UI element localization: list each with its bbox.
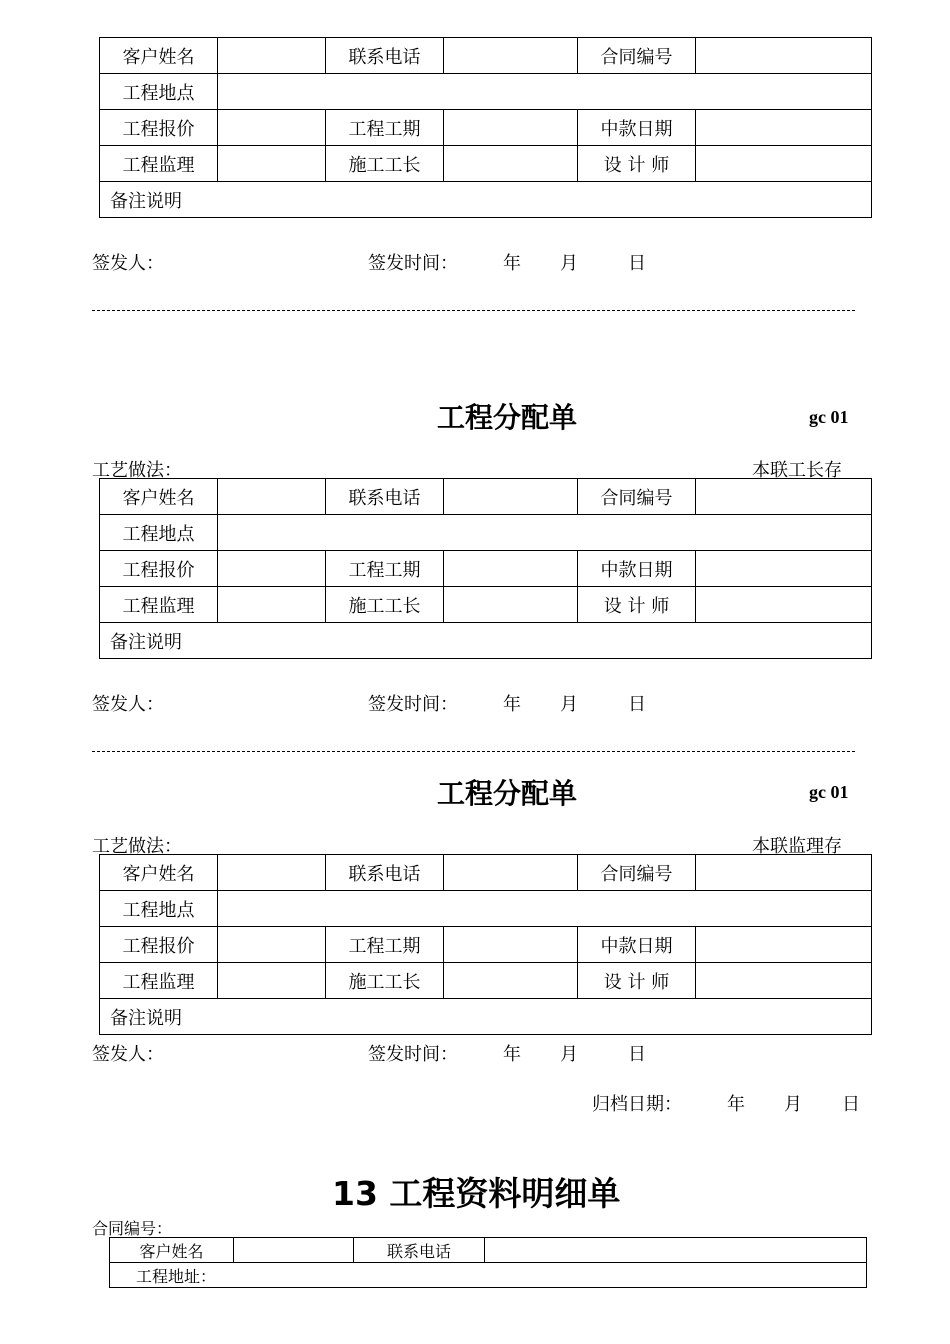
details-contract-no-label: 合同编号：	[92, 1219, 173, 1238]
site-address-label: 工程地点	[100, 515, 218, 551]
contract-no-label: 合同编号	[578, 479, 696, 515]
supervisor-field[interactable]	[218, 963, 326, 999]
site-address-label: 工程地点	[100, 891, 218, 927]
archive-month-label: 月	[784, 1094, 802, 1115]
customer-name-field[interactable]	[218, 855, 326, 891]
foreman-field[interactable]	[444, 963, 578, 999]
contact-phone-field[interactable]	[444, 855, 578, 891]
duration-label: 工程工期	[326, 551, 444, 587]
contract-no-field[interactable]	[696, 855, 872, 891]
mid-payment-date-label: 中款日期	[578, 551, 696, 587]
issue-day-label: 日	[628, 253, 646, 274]
foreman-label: 施工工长	[326, 963, 444, 999]
contact-phone-field[interactable]	[444, 38, 578, 74]
contact-phone-label: 联系电话	[326, 479, 444, 515]
customer-name-label: 客户姓名	[100, 479, 218, 515]
foreman-label: 施工工长	[326, 146, 444, 182]
customer-name-label: 客户姓名	[100, 855, 218, 891]
supervisor-copy-label: 本联监理存	[752, 836, 842, 857]
foreman-field[interactable]	[444, 587, 578, 623]
site-address-field[interactable]	[218, 74, 872, 110]
sheet-title: 工程分配单	[437, 401, 578, 434]
issuer-label: 签发人：	[92, 694, 164, 715]
contact-phone-label: 联系电话	[326, 855, 444, 891]
designer-label: 设 计 师	[578, 963, 696, 999]
duration-label: 工程工期	[326, 927, 444, 963]
site-address-field[interactable]	[218, 891, 872, 927]
details-customer-name-label: 客户姓名	[110, 1238, 234, 1263]
issue-month-label: 月	[560, 253, 578, 274]
supervisor-label: 工程监理	[100, 963, 218, 999]
details-contact-phone-field[interactable]	[485, 1238, 867, 1263]
supervisor-field[interactable]	[218, 146, 326, 182]
craft-label: 工艺做法：	[92, 460, 182, 481]
contract-no-field[interactable]	[696, 479, 872, 515]
foreman-field[interactable]	[444, 146, 578, 182]
issue-month-label: 月	[560, 1044, 578, 1065]
quote-label: 工程报价	[100, 927, 218, 963]
designer-label: 设 计 师	[578, 587, 696, 623]
contact-phone-label: 联系电话	[326, 38, 444, 74]
details-form	[109, 1237, 867, 1288]
foreman-label: 施工工长	[326, 587, 444, 623]
supervisor-label: 工程监理	[100, 146, 218, 182]
quote-label: 工程报价	[100, 110, 218, 146]
archive-date-label: 归档日期：	[592, 1094, 682, 1115]
contract-no-label: 合同编号	[578, 855, 696, 891]
mid-payment-date-label: 中款日期	[578, 927, 696, 963]
mid-payment-date-label: 中款日期	[578, 110, 696, 146]
supervisor-field[interactable]	[218, 587, 326, 623]
quote-field[interactable]	[218, 927, 326, 963]
issue-year-label: 年	[503, 253, 521, 274]
mid-payment-date-field[interactable]	[696, 110, 872, 146]
cut-line	[92, 310, 855, 311]
assignment-form-3	[99, 854, 872, 1035]
customer-name-label: 客户姓名	[100, 38, 218, 74]
issue-day-label: 日	[628, 1044, 646, 1065]
sheet-code: gc 01	[809, 782, 849, 802]
duration-field[interactable]	[444, 110, 578, 146]
designer-field[interactable]	[696, 963, 872, 999]
details-title: 13 工程资料明细单	[332, 1174, 621, 1213]
cut-line	[92, 751, 855, 752]
craft-label: 工艺做法：	[92, 836, 182, 857]
duration-field[interactable]	[444, 551, 578, 587]
issuer-label: 签发人：	[92, 253, 164, 274]
quote-field[interactable]	[218, 551, 326, 587]
contract-no-label: 合同编号	[578, 38, 696, 74]
issue-year-label: 年	[503, 694, 521, 715]
issuer-label: 签发人：	[92, 1044, 164, 1065]
assignment-form-2	[99, 478, 872, 659]
remarks-label: 备注说明	[100, 999, 872, 1035]
foreman-copy-label: 本联工长存	[752, 460, 842, 481]
remarks-label: 备注说明	[100, 623, 872, 659]
issue-time-label: 签发时间：	[368, 694, 458, 715]
sheet-title: 工程分配单	[437, 777, 578, 810]
site-address-label: 工程地点	[100, 74, 218, 110]
contract-no-field[interactable]	[696, 38, 872, 74]
sheet-code: gc 01	[809, 407, 849, 427]
issue-day-label: 日	[628, 694, 646, 715]
issue-month-label: 月	[560, 694, 578, 715]
site-address-field[interactable]	[218, 515, 872, 551]
contact-phone-field[interactable]	[444, 479, 578, 515]
details-site-address-label: 工程地址：	[110, 1263, 867, 1288]
designer-field[interactable]	[696, 146, 872, 182]
archive-day-label: 日	[842, 1094, 860, 1115]
duration-label: 工程工期	[326, 110, 444, 146]
supervisor-label: 工程监理	[100, 587, 218, 623]
issue-time-label: 签发时间：	[368, 253, 458, 274]
customer-name-field[interactable]	[218, 38, 326, 74]
issue-year-label: 年	[503, 1044, 521, 1065]
designer-field[interactable]	[696, 587, 872, 623]
quote-label: 工程报价	[100, 551, 218, 587]
assignment-form-1	[99, 37, 872, 218]
issue-time-label: 签发时间：	[368, 1044, 458, 1065]
duration-field[interactable]	[444, 927, 578, 963]
quote-field[interactable]	[218, 110, 326, 146]
mid-payment-date-field[interactable]	[696, 927, 872, 963]
customer-name-field[interactable]	[218, 479, 326, 515]
details-contact-phone-label: 联系电话	[354, 1238, 485, 1263]
designer-label: 设 计 师	[578, 146, 696, 182]
archive-year-label: 年	[727, 1094, 745, 1115]
details-customer-name-field[interactable]	[234, 1238, 354, 1263]
remarks-label: 备注说明	[100, 182, 872, 218]
mid-payment-date-field[interactable]	[696, 551, 872, 587]
